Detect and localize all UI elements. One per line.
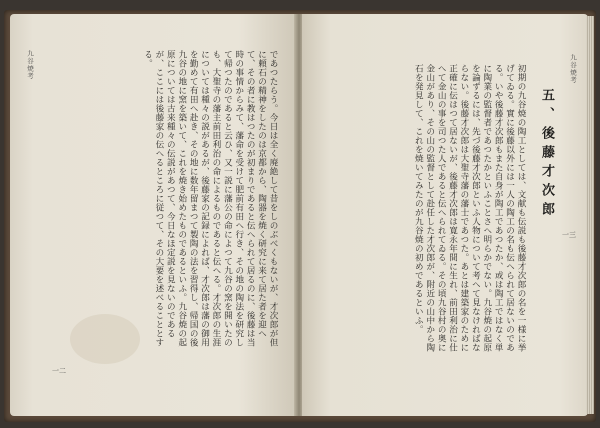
running-head: 九谷焼考 bbox=[569, 54, 577, 84]
page-number: 一三 bbox=[562, 231, 576, 239]
page-number: 一二 bbox=[52, 367, 66, 375]
running-head: 九谷焼考 bbox=[26, 50, 34, 80]
body-text: 初期の九谷焼の陶工としては、文献も伝説も後藤才次郎の名を一様に挙げてゐる。實に後藤以外には一人の陶工の名も伝へられて居ないのである。いや後藤才次郎もまた自身が陶工であつたか、或は陶工ではなく単に陶業の監督者であつたかといふことさへ明らかでない。九谷焼の起原を論ずるには、先づ後藤才次郎といふ人物について考へて見なければならない。後藤才次郎は大聖寺藩の藩士であつた。あとは建築家のために正確に伝はつて居ないが、後藤才次郎は寛永年間に生れ、前田利治に仕へて金山の事を司つた人であると伝へられてゐる。その頃九谷村の奥に金山があり、その山の監督として赴任した才次郎が、附近の山中から陶石を発見して、これを焼いてみたのが九谷焼の初めであるといふ。 bbox=[413, 64, 526, 352]
page-edges bbox=[586, 16, 594, 414]
right-page bbox=[302, 14, 588, 416]
body-text: であつたらう。今日は全く廃絶して昔をしのぶべくもないが、才次郎が但に頼石の精神をしたのは京都から、陶器を焼く研究に来て居た者を迎へて、その者に教はつたのが初まりであると伝へられて居るのに、後藤は当時の事情からみて、藩命を受けて肥前有田へ行き、その地の陶法を研究して帰つたのであると云ひ、又一説に藩公の命によつて九谷の窯を開いたのも、大聖寺の藩主前田利治の命によるものであると伝へる。才次郎の生涯については種々の説があるが、後藤家の記録によれば、才次郎は藩の御用を勤めて有田へ赴き、その地に数年留まつて製陶の法を習得し、帰国の後九谷の地に窯を築いて、これを焼き始めたものであるといふ。九谷焼の起原については古来種々の伝説があつて、今日なほ定説を見ないのであるが、ここには後藤家の伝へるところに従つて、その大要を述べることとする。 bbox=[142, 50, 278, 347]
left-page bbox=[10, 14, 296, 416]
chapter-title: 五、後藤才次郎 bbox=[539, 88, 554, 221]
